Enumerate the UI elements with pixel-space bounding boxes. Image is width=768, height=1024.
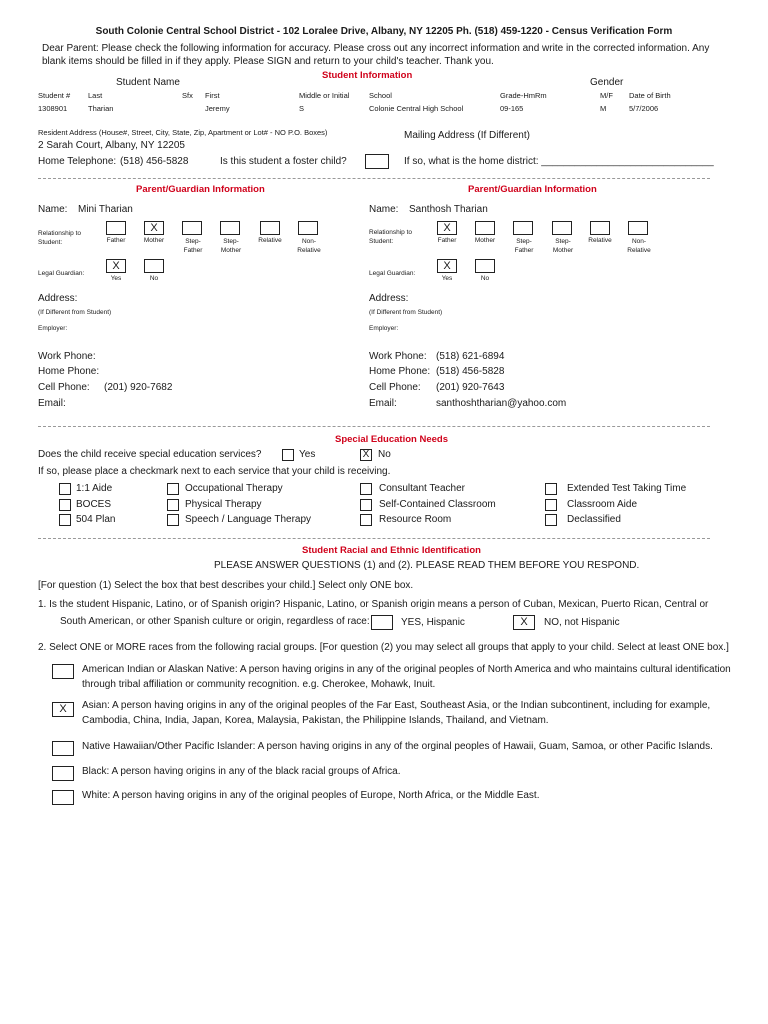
race-description: Black: A person having origins in any of the black racial groups of Africa. [82, 766, 401, 777]
left-legal-no-label: No [149, 275, 159, 282]
student-info-title: Student Information [322, 70, 413, 81]
resident-address-value: 2 Sarah Court, Albany, NY 12205 [38, 140, 185, 151]
guardian-left-name: Mini Tharian [78, 204, 133, 215]
right-stepmother-label: Step- Mother [552, 238, 574, 254]
guardian-right-title: Parent/Guardian Information [468, 184, 597, 195]
student-gender: M [600, 104, 607, 113]
service-checkbox[interactable] [167, 514, 179, 526]
right-home-phone-label: Home Phone: [369, 366, 431, 377]
guardian-right-name-label: Name: [369, 204, 399, 215]
left-relative-label: Relative [258, 237, 282, 244]
ethnicity-title: Student Racial and Ethnic Identification [302, 545, 481, 556]
special-ed-question: Does the child receive special education services? [38, 449, 262, 460]
q2-text: 2. Select ONE or MORE races from the following racial groups. [For question (2) you may select all groups that apply to your child. Select at least ONE box.] [38, 642, 729, 653]
student-last-name: Tharian [88, 104, 114, 113]
special-ed-title: Special Education Needs [335, 434, 448, 445]
right-address-label: Address: [369, 293, 409, 304]
student-first-name: Jeremy [205, 104, 230, 113]
left-nonrelative-label: Non- Relative [297, 238, 321, 254]
race-description: through tribal affiliation or community recognition. e.g. Cherokee, Mohawk, Inuit. [82, 679, 436, 690]
divider [38, 426, 710, 427]
special-ed-no-checkbox[interactable]: X [360, 449, 372, 461]
resident-address-label: Resident Address (House#, Street, City, State, Zip, Apartment or Lot# - NO P.O. Boxes) [38, 128, 328, 137]
left-stepmother-checkbox[interactable] [220, 221, 240, 235]
service-checkbox[interactable] [167, 483, 179, 495]
divider [38, 538, 710, 539]
service-checkbox[interactable] [59, 499, 71, 511]
race-description: Asian: A person having origins in any of the original peoples of the Far East, Southeast Asia, or the Indian subcontinent, including for example, [82, 700, 711, 711]
right-mother-checkbox[interactable] [475, 221, 495, 235]
right-legal-yes-checkbox[interactable]: X [437, 259, 457, 273]
left-mother-checkbox[interactable]: X [144, 221, 164, 235]
race-description: White: A person having origins in any of the original peoples of Europe, North Africa, or the Middle East. [82, 790, 540, 801]
left-address-note: (If Different from Student) [38, 309, 112, 316]
service-checkbox[interactable] [545, 483, 557, 495]
left-legal-yes-checkbox[interactable]: X [106, 259, 126, 273]
home-district-question: If so, what is the home district: _______________________________ [404, 156, 714, 167]
label-first: First [205, 91, 220, 100]
right-relative-label: Relative [588, 237, 612, 244]
race-description: Native Hawaiian/Other Pacific Islander: A person having origins in any of the orginal peoples of Hawaii, Guam, Samoa, or other Pacific Islands. [82, 741, 713, 752]
right-stepfather-label: Step- Father [514, 238, 534, 254]
left-address-label: Address: [38, 293, 78, 304]
mailing-address-label: Mailing Address (If Different) [404, 130, 530, 141]
right-legal-no-label: No [480, 275, 490, 282]
race-checkbox[interactable] [52, 766, 74, 781]
service-label: Classroom Aide [567, 499, 638, 510]
label-school: School [369, 91, 392, 100]
service-checkbox[interactable] [545, 514, 557, 526]
right-nonrelative-label: Non- Relative [627, 238, 651, 254]
right-home-phone: (518) 456-5828 [436, 366, 505, 377]
home-telephone-label: Home Telephone: [38, 156, 117, 167]
guardian-right-name: Santhosh Tharian [409, 204, 488, 215]
guardian-left-relationship-label: Relationship to Student: [38, 230, 81, 246]
label-sfx: Sfx [182, 91, 193, 100]
left-home-phone-label: Home Phone: [38, 366, 100, 377]
special-ed-yes-checkbox[interactable] [282, 449, 294, 461]
special-ed-no-label: No [378, 449, 391, 460]
service-checkbox[interactable] [59, 514, 71, 526]
race-description: American Indian or Alaskan Native: A person having origins in any of the original peoples of North America and who maintains cultural identification [82, 664, 731, 675]
service-label: BOCES [76, 499, 112, 510]
service-label: Occupational Therapy [185, 483, 283, 494]
student-number: 1308901 [38, 104, 68, 113]
right-stepfather-checkbox[interactable] [513, 221, 533, 235]
service-label: Extended Test Taking Time [567, 483, 687, 494]
right-legal-yes-label: Yes [441, 275, 453, 282]
left-legal-guardian-label: Legal Guardian: [38, 270, 85, 277]
service-checkbox[interactable] [59, 483, 71, 495]
left-father-checkbox[interactable] [106, 221, 126, 235]
student-school: Colonie Central High School [369, 104, 464, 113]
label-dob: Date of Birth [629, 91, 671, 100]
q1-note: [For question (1) Select the box that best describes your child.] Select only ONE box. [38, 580, 414, 591]
hispanic-no-checkbox[interactable]: X [513, 615, 535, 630]
label-last: Last [88, 91, 103, 100]
right-nonrelative-checkbox[interactable] [628, 221, 648, 235]
race-checkbox[interactable]: X [52, 702, 74, 717]
right-email-label: Email: [369, 398, 397, 409]
divider [38, 178, 710, 179]
left-legal-yes-label: Yes [110, 275, 122, 282]
form-title: South Colonie Central School District - 102 Loralee Drive, Albany, NY 12205 Ph. (518) 459-1220 - Census Verification Form [95, 26, 673, 37]
home-telephone-value: (518) 456-5828 [120, 156, 189, 167]
right-work-phone-label: Work Phone: [369, 351, 427, 362]
right-cell-phone: (201) 920-7643 [436, 382, 505, 393]
service-label: Physical Therapy [185, 499, 262, 510]
right-stepmother-checkbox[interactable] [552, 221, 572, 235]
right-address-note: (If Different from Student) [369, 309, 443, 316]
left-relative-checkbox[interactable] [260, 221, 280, 235]
right-relative-checkbox[interactable] [590, 221, 610, 235]
label-student-no: Student # [38, 91, 71, 100]
right-legal-guardian-label: Legal Guardian: [369, 270, 416, 277]
right-mother-label: Mother [474, 237, 496, 244]
service-checkbox[interactable] [167, 499, 179, 511]
guardian-left-title: Parent/Guardian Information [136, 184, 265, 195]
service-checkbox[interactable] [360, 499, 372, 511]
race-checkbox[interactable] [52, 741, 74, 756]
right-work-phone: (518) 621-6894 [436, 351, 505, 362]
service-checkbox[interactable] [545, 499, 557, 511]
special-ed-yes-label: Yes [299, 449, 316, 460]
service-checkbox[interactable] [360, 483, 372, 495]
special-ed-instruction: If so, please place a checkmark next to each service that your child is receiving. [38, 466, 391, 477]
intro-text: Dear Parent: Please check the following information for accuracy. Please cross out any incorrect information and write in the corrected information. Any blank items should be filled in if they apply. Please SIGN and return to your child's teacher. Thank you. [42, 43, 710, 67]
hispanic-yes-checkbox[interactable] [371, 615, 393, 630]
service-label: Self-Contained Classroom [379, 499, 496, 510]
q1-text-line2: South American, or other Spanish culture or origin, regardless of race: [60, 616, 370, 627]
service-label: 504 Plan [76, 514, 116, 525]
service-label: Consultant Teacher [379, 483, 465, 494]
q1-text-line1: 1. Is the student Hispanic, Latino, or of Spanish origin? Hispanic, Latino, or Spanish origin means a person of Cuban, Mexican, Puerto Rican, Central or [38, 599, 709, 610]
left-father-label: Father [106, 237, 126, 244]
left-legal-no-checkbox[interactable] [144, 259, 164, 273]
left-cell-phone: (201) 920-7682 [104, 382, 173, 393]
gender-heading: Gender [590, 77, 624, 88]
race-description: Cambodia, China, India, Japan, Korea, Malaysia, Pakistan, the Philippine Islands, Thailand, and Vietnam. [82, 715, 549, 726]
right-father-label: Father [437, 237, 457, 244]
student-grade: 09-165 [500, 104, 524, 113]
hispanic-yes-label: YES, Hispanic [401, 617, 465, 628]
right-father-checkbox[interactable]: X [437, 221, 457, 235]
student-middle-initial: S [299, 104, 305, 113]
label-middle: Middle or Initial [299, 91, 350, 100]
service-label: Speech / Language Therapy [185, 514, 312, 525]
foster-question: Is this student a foster child? [220, 156, 347, 167]
left-employer-label: Employer: [38, 325, 68, 332]
foster-checkbox[interactable] [365, 154, 389, 169]
race-checkbox[interactable] [52, 664, 74, 679]
guardian-left-name-label: Name: [38, 204, 68, 215]
left-stepfather-checkbox[interactable] [182, 221, 202, 235]
left-cell-phone-label: Cell Phone: [38, 382, 90, 393]
right-cell-phone-label: Cell Phone: [369, 382, 421, 393]
guardian-right-relationship-label: Relationship to Student: [369, 229, 412, 245]
right-legal-no-checkbox[interactable] [475, 259, 495, 273]
label-grade: Grade-HmRm [500, 91, 547, 100]
hispanic-no-label: NO, not Hispanic [544, 617, 620, 628]
service-label: 1:1 Aide [76, 483, 113, 494]
student-dob: 5/7/2006 [629, 104, 659, 113]
left-stepfather-label: Step- Father [183, 238, 203, 254]
race-checkbox[interactable] [52, 790, 74, 805]
left-email-label: Email: [38, 398, 66, 409]
left-work-phone-label: Work Phone: [38, 351, 96, 362]
right-email: santhoshtharian@yahoo.com [436, 398, 567, 409]
service-checkbox[interactable] [360, 514, 372, 526]
left-stepmother-label: Step- Mother [220, 238, 242, 254]
service-label: Declassified [567, 514, 621, 525]
ethnicity-instruction: PLEASE ANSWER QUESTIONS (1) and (2). PLEASE READ THEM BEFORE YOU RESPOND. [214, 560, 640, 571]
label-mf: M/F [600, 91, 613, 100]
left-nonrelative-checkbox[interactable] [298, 221, 318, 235]
right-employer-label: Employer: [369, 325, 399, 332]
student-name-heading: Student Name [116, 77, 180, 88]
left-mother-label: Mother [143, 237, 165, 244]
service-label: Resource Room [379, 514, 452, 525]
